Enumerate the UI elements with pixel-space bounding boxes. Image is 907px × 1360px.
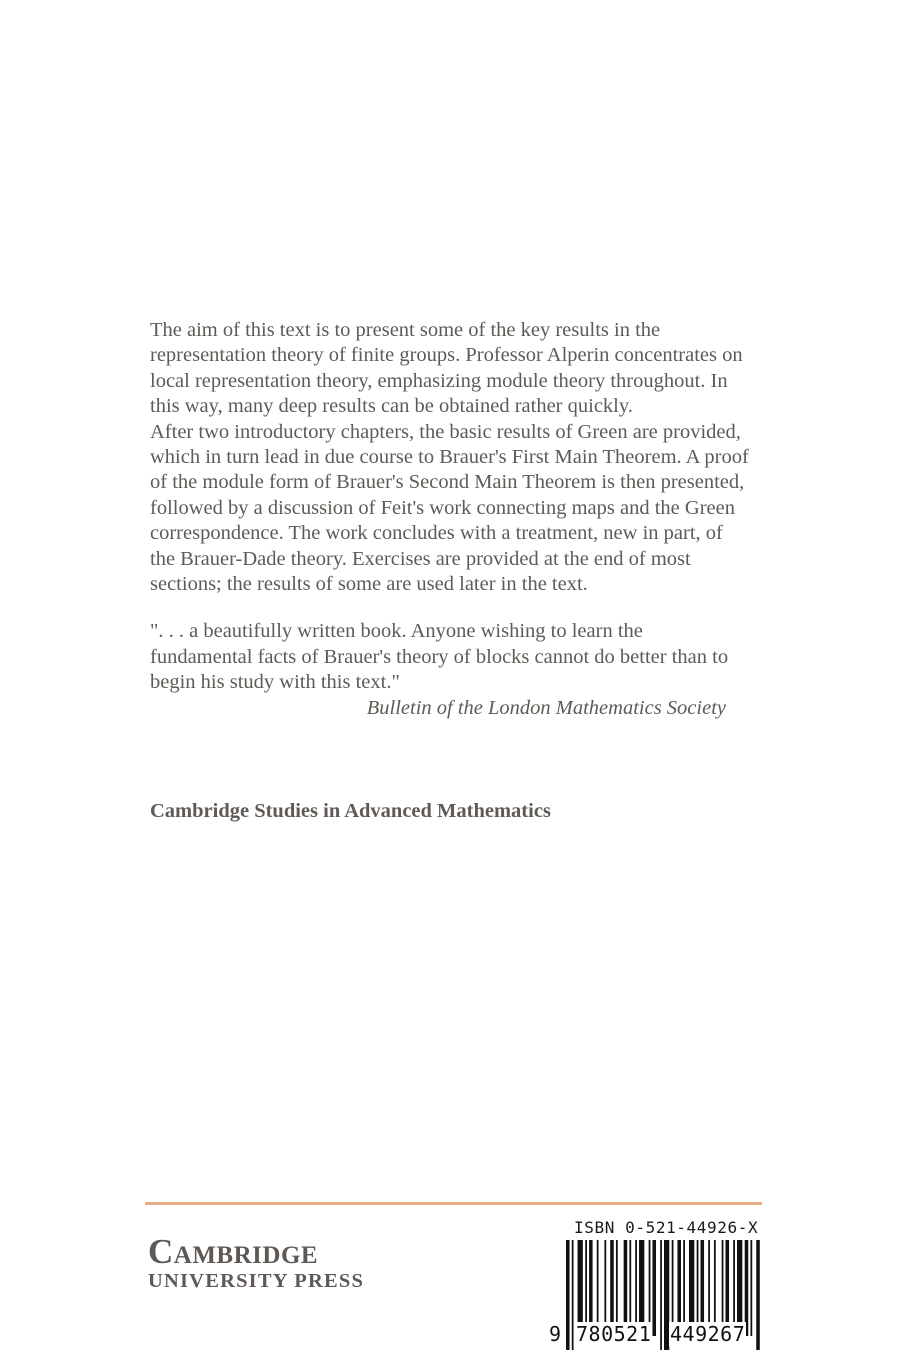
barcode-right-digits: 449267 xyxy=(670,1322,746,1346)
isbn-label: ISBN 0-521-44926-X xyxy=(574,1218,759,1237)
divider-rule xyxy=(145,1202,762,1205)
barcode-number xyxy=(549,1270,761,1350)
barcode-left-digits: 780521 xyxy=(576,1322,652,1346)
series-title: Cambridge Studies in Advanced Mathematics xyxy=(150,800,551,822)
description-paragraph-1: The aim of this text is to present some of the key results in the representation theory of finite groups. Professor Alperin concentrates on local representation theory, emphasizing module theory throughout. In this way, many deep results can be obtained rather quickly. xyxy=(150,319,743,418)
publisher-name: Cambridge xyxy=(148,1232,319,1271)
barcode-lead-digit: 9 xyxy=(549,1322,562,1346)
description-paragraph-2: After two introductory chapters, the basic results of Green are provided, which in turn lead in due course to Brauer's First Main Theorem. A proof of the module form of Brauer's Second Main Theorem is then presented, followed by a discussion of Feit's work connecting maps and the Green correspondence. The work concludes with a treatment, new in part, of the Brauer-Dade theory. Exercises are provided at the end of most sections; the results of some are used later in the text. xyxy=(150,420,749,596)
back-cover-description xyxy=(150,318,750,721)
publisher-subtitle: UNIVERSITY PRESS xyxy=(148,1270,365,1292)
review-quote: ". . . a beautifully written book. Anyone wishing to learn the fundamental facts of Brauer's theory of blocks cannot do better than to begin his study with this text." xyxy=(150,620,729,694)
review-source: Bulletin of the London Mathematics Society xyxy=(366,696,726,719)
publisher-logo xyxy=(148,1234,364,1292)
